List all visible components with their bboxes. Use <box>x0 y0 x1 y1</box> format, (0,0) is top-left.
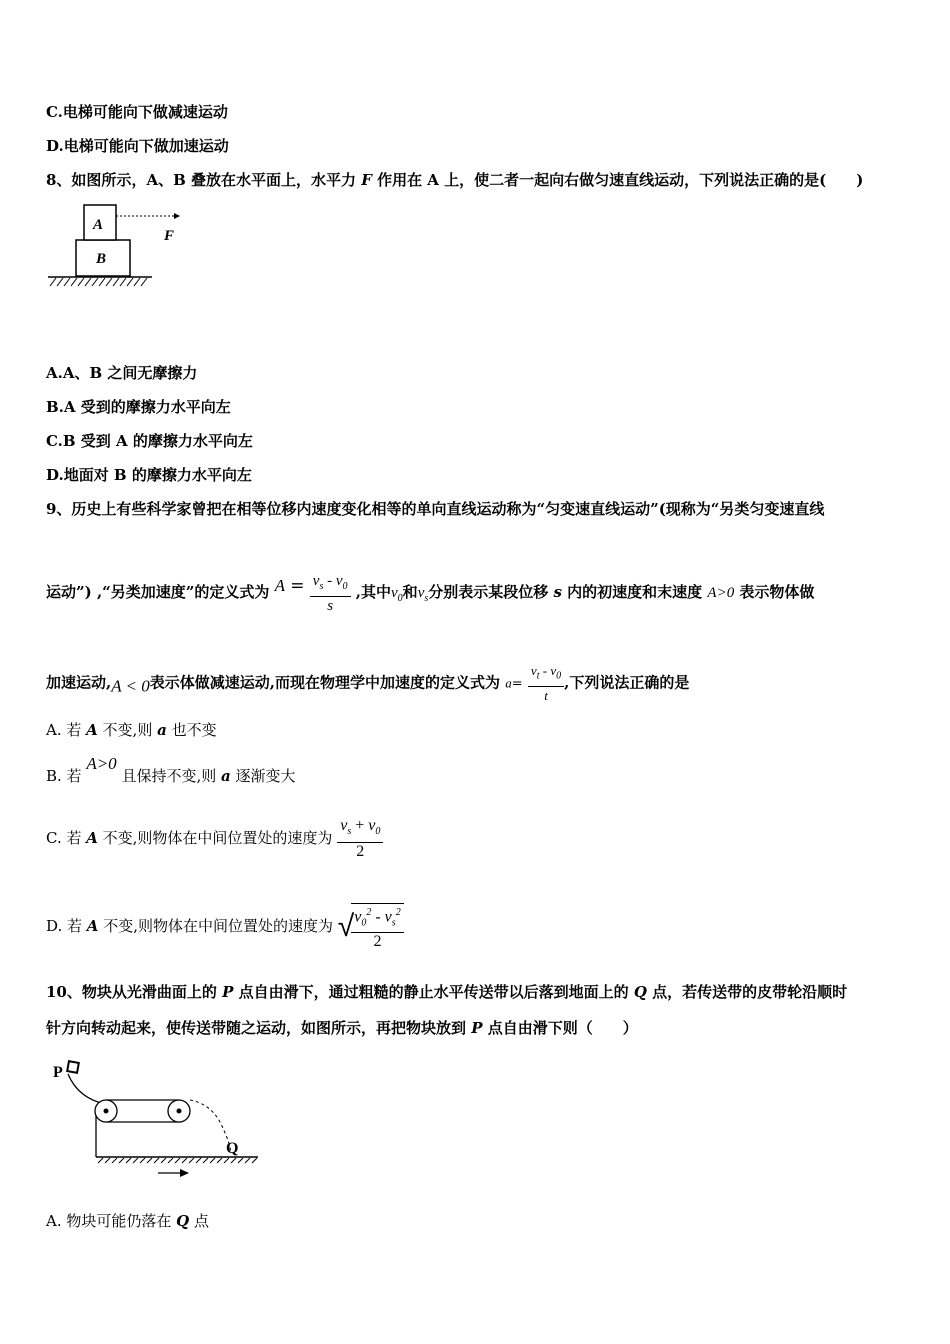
sqrt-sign: √ <box>337 909 355 944</box>
q8-option-d: D.地面对 B 的摩擦力水平向左 <box>46 466 252 484</box>
q10-option-a: A. 物块可能仍落在 Q 点 <box>46 1212 209 1230</box>
pulley-left-axle <box>104 1109 109 1114</box>
formula-A-fraction: $\frac{v_s - v_0}{s}$ <box>310 572 351 615</box>
q8-stem: 8、如图所示，A、B 叠放在水平面上，水平力 F 作用在 A 上，使二者一起向右做匀速直线运动，下列说法正确的是( ) <box>46 171 864 189</box>
force-arrowhead <box>174 213 180 219</box>
q9-stem-line2: 运动”) ,“另类加速度”的定义式为 A = $\frac{v_s - v_0}{s}$ ,其中$v_0$和$v_s$分别表示某段位移 s 内的初速度和末速度 A>0 表示物体做 <box>46 572 815 614</box>
formula-A-lhs: A <box>274 576 286 595</box>
q9-option-a: A. 若 A 不变,则 a 也不变 <box>46 721 217 739</box>
point-p-label: P <box>53 1064 63 1081</box>
option-d-fraction: $\frac{v_0^2 - v_s^2}{2}$ <box>351 903 403 952</box>
force-label: F <box>164 228 175 244</box>
q9-option-d: D. 若 A 不变,则物体在中间位置处的速度为 √ $\frac{v_0^2 - v_s^2}{2}$ <box>46 898 404 955</box>
q10-figure <box>50 1056 265 1181</box>
formula-A-eq: = <box>290 576 305 596</box>
q8-option-b: B.A 受到的摩擦力水平向左 <box>46 398 231 416</box>
q7-option-c: C.电梯可能向下做减速运动 <box>46 103 228 121</box>
q9-option-c: C. 若 A 不变,则物体在中间位置处的速度为 $\frac{v_s + v_0}{2}$ <box>46 815 383 861</box>
block-b-label: B <box>96 251 107 267</box>
q8-option-a: A.A、B 之间无摩擦力 <box>46 364 198 382</box>
q8-figure <box>44 200 194 292</box>
q10-stem-line1: 10、物块从光滑曲面上的 P 点自由滑下，通过粗糙的静止水平传送带以后落到地面上的 Q 点，若传送带的皮带轮沿顺时 <box>46 983 848 1001</box>
pulley-right-axle <box>177 1109 182 1114</box>
direction-arrowhead <box>180 1169 189 1177</box>
formula-a-fraction: $\frac{v_t - v_0}{t}$ <box>528 662 564 705</box>
trajectory <box>190 1100 230 1152</box>
q8-option-c: C.B 受到 A 的摩擦力水平向左 <box>46 432 253 450</box>
block-p <box>67 1061 79 1073</box>
slope-curve <box>68 1074 105 1104</box>
q9-stem-line1: 9、历史上有些科学家曾把在相等位移内速度变化相等的单向直线运动称为“匀变速直线运动”(现称为“另类匀变速直线 <box>46 500 825 518</box>
q9-stem-line3: 加速运动,A < 0表示体做减速运动,而现在物理学中加速度的定义式为 a= $\frac{v_t - v_0}{t}$ ,下列说法正确的是 <box>46 663 690 703</box>
q7-option-d: D.电梯可能向下做加速运动 <box>46 137 229 155</box>
block-a-label: A <box>93 217 104 233</box>
ground-hatch <box>50 278 147 286</box>
option-c-fraction: $\frac{v_s + v_0}{2}$ <box>337 817 383 860</box>
ground-hatch <box>98 1158 257 1163</box>
q9-option-b: B. 若 A>0 且保持不变,则 a 逐渐变大 <box>46 754 296 785</box>
point-q-label: Q <box>226 1140 239 1157</box>
q10-stem-line2: 针方向转动起来，使传送带随之运动，如图所示，再把物块放到 P 点自由滑下则（ ） <box>46 1019 638 1037</box>
